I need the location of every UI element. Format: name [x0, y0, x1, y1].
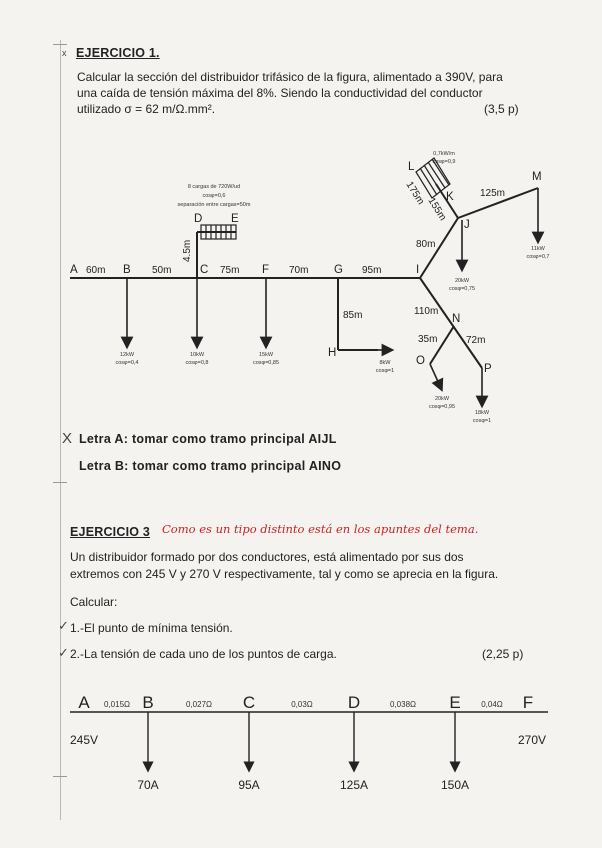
length-np: 72m — [466, 335, 486, 346]
load-kl: 0,7kW/m — [433, 151, 455, 157]
node3-c: C — [242, 693, 256, 712]
item1-mark: ✓ — [58, 618, 69, 633]
node-d: D — [194, 213, 203, 225]
load-o: 20kW — [434, 396, 450, 402]
load-de-1: 8 cargas de 720W/ud — [187, 184, 241, 190]
current-b: 70A — [137, 778, 159, 792]
length-cd: 4.5m — [182, 239, 193, 262]
node-g: G — [334, 264, 343, 276]
length-cf: 75m — [220, 265, 240, 276]
load-arrow-o — [430, 364, 440, 386]
node-b: B — [123, 264, 131, 276]
node-k: K — [446, 191, 454, 203]
ex1-line1: Calcular la sección del distribuidor trifásico de la figura, alimentado a 390V, para — [77, 70, 503, 84]
node-p: P — [484, 363, 492, 375]
node3-e: E — [449, 693, 461, 712]
load-m: 11kW — [531, 246, 545, 252]
ex3-item2: 2.-La tensión de cada uno de los puntos de carga. — [70, 647, 337, 661]
letter-a: Letra A: tomar como tramo principal AIJL — [79, 432, 337, 446]
node3-a: A — [78, 693, 90, 712]
resistance-de: 0,038Ω — [390, 700, 416, 709]
length-kl: 175m — [403, 179, 427, 207]
node-j: J — [464, 219, 470, 231]
letter-b: Letra B: tomar como tramo principal AINO — [79, 459, 342, 473]
node-n: N — [452, 313, 461, 325]
node3-b: B — [142, 693, 154, 712]
length-in: 110m — [414, 306, 439, 317]
node-h: H — [328, 347, 337, 359]
handwritten-note: Como es un tipo distinto está en los apuntes del tema. — [162, 522, 479, 536]
ex3-heading: EJERCICIO 3 — [70, 525, 151, 539]
node-a: A — [70, 264, 78, 276]
node-l: L — [408, 161, 415, 173]
length-gi: 95m — [362, 265, 382, 276]
load-p-cos: cosφ=1 — [472, 418, 492, 424]
letter-a-mark: X — [62, 430, 73, 447]
ex3-calc: Calcular: — [70, 595, 118, 609]
load-c-cos: cosφ=0,8 — [185, 360, 209, 366]
length-jk: 155m — [425, 195, 449, 223]
check-mark: x — [62, 48, 67, 58]
length-fg: 70m — [289, 265, 309, 276]
resistance-bc: 0,027Ω — [186, 700, 212, 709]
load-o-cos: cosφ=0,95 — [428, 404, 456, 410]
load-j: 20kW — [454, 278, 470, 284]
length-no: 35m — [418, 334, 438, 345]
load-h: 8kW — [379, 360, 391, 366]
node3-f: F — [522, 693, 534, 712]
load-p: 18kW — [474, 410, 490, 416]
ex3-line2: extremos con 245 V y 270 V respectivamente, tal y como se aprecia en la figura. — [70, 567, 499, 581]
node-c: C — [200, 264, 209, 276]
ex1-heading: EJERCICIO 1. — [76, 46, 160, 60]
node3-d: D — [347, 693, 361, 712]
load-b: 12kW — [119, 352, 135, 358]
current-e: 150A — [440, 778, 470, 792]
node-o: O — [416, 355, 425, 367]
load-de-2: cosφ=0,6 — [202, 193, 226, 199]
load-b-cos: cosφ=0,4 — [115, 360, 139, 366]
node-e: E — [231, 213, 239, 225]
voltage-right: 270V — [517, 733, 546, 747]
ex1-points: (3,5 p) — [484, 102, 519, 116]
resistance-cd: 0,03Ω — [291, 700, 313, 709]
node-m: M — [532, 171, 542, 183]
current-d: 125A — [339, 778, 369, 792]
resistance-ab: 0,015Ω — [104, 700, 130, 709]
length-ij: 80m — [416, 239, 436, 250]
load-de-3: separación entre cargas=50m — [177, 202, 251, 208]
ex3-diagram — [0, 680, 602, 810]
length-bc: 50m — [152, 265, 172, 276]
ex3-points: (2,25 p) — [482, 647, 524, 661]
load-kl-cos: cosφ=0,9 — [432, 159, 456, 165]
ex1-line2: una caída de tensión máxima del 8%. Siendo la conductividad del conductor — [77, 86, 483, 100]
load-f: 15kW — [258, 352, 274, 358]
load-c: 10kW — [189, 352, 205, 358]
line-no — [430, 326, 454, 364]
load-j-cos: cosφ=0,75 — [448, 286, 476, 292]
ex3-item1: 1.-El punto de mínima tensión. — [70, 621, 233, 635]
ex3-line1: Un distribuidor formado por dos conductores, está alimentado por sus dos — [70, 550, 464, 564]
node-f: F — [262, 264, 270, 276]
ex1-line3: utilizado σ = 62 m/Ω.mm². — [77, 102, 216, 116]
load-f-cos: cosφ=0,85 — [252, 360, 280, 366]
load-m-cos: cosφ=0,7 — [526, 254, 550, 260]
length-gh: 85m — [343, 310, 363, 321]
resistance-ef: 0,04Ω — [481, 700, 503, 709]
length-jm: 125m — [480, 188, 506, 199]
margin-tick — [53, 482, 67, 483]
current-c: 95A — [238, 778, 260, 792]
load-h-cos: cosφ=1 — [375, 368, 395, 374]
voltage-left: 245V — [70, 733, 99, 747]
item2-mark: ✓ — [58, 645, 69, 660]
node-i: I — [416, 264, 420, 276]
length-ab: 60m — [86, 265, 106, 276]
